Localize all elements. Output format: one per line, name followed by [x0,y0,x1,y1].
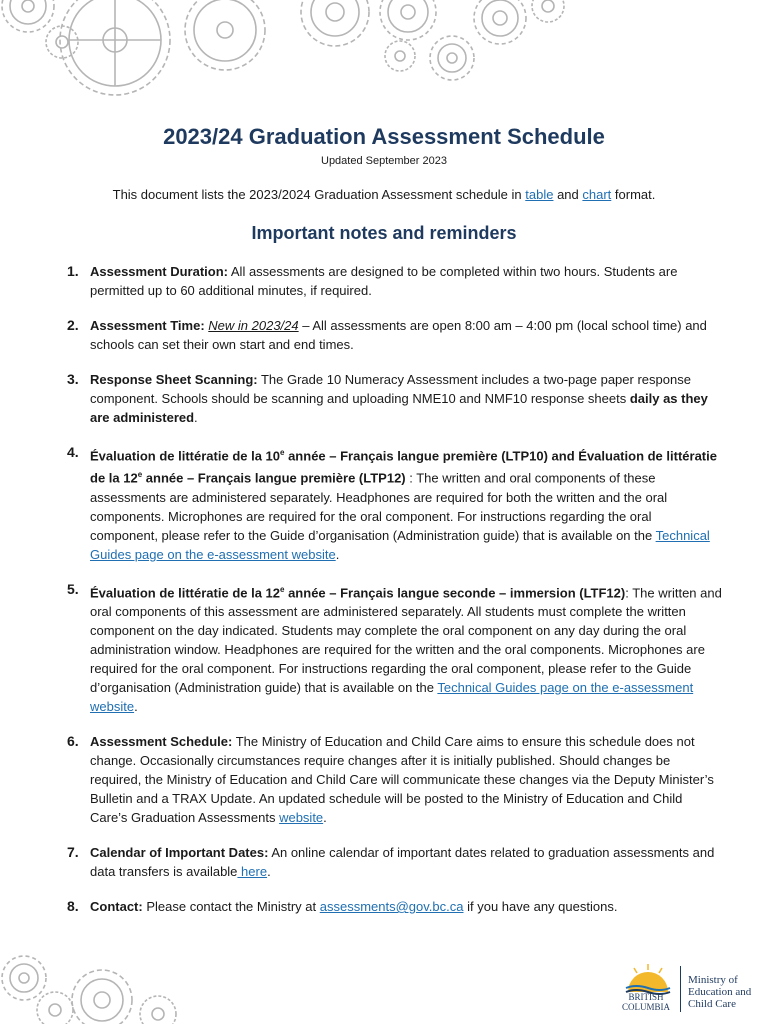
note-label-sup: e [280,448,285,457]
note-emphasis: New in 2023/24 [208,318,299,333]
note-number: 3. [67,371,79,387]
note-text: : The written and oral components of this assessment are administered separately. All students must complete the written component on the day indicated. Students may complete the oral component on any day during the oral administration window. Headphones are required for the written and the oral components. Microphones are required for the oral component. For instructions regarding the oral component, please refer to the Guide d’organisation (Administration guide) that is available on the [90,584,722,695]
note-text: : The written and oral components of these assessments are administered separately. Headphones are required for both the written and the oral components. Microphones are required for the oral component. For instructions regarding the oral component, please refer to the Guide d’organisation (Administration guide) that is available on the [90,470,668,543]
note-label: Response Sheet Scanning: [90,372,258,387]
intro-text-after: format. [611,187,656,202]
gear-icon [2,956,46,1000]
note-bold-tail: daily as they are administered [90,391,708,425]
updated-date: Updated September 2023 [321,155,447,167]
calendar-here-link[interactable]: here [237,863,268,879]
note-end: . [194,410,198,425]
website-link[interactable]: website [279,809,324,825]
page-title: 2023/24 Graduation Assessment Schedule [163,124,605,149]
note-item-scanning [0,370,768,427]
gear-icon [72,970,132,1024]
note-item-calendar [0,843,768,881]
ministry-line: Ministry of [688,974,738,986]
gear-icon [185,0,265,70]
gear-icon [385,41,415,71]
gear-icon [474,0,526,44]
note-item-duration [0,262,768,300]
gear-icon [380,0,436,40]
bc-wordmark-line: COLUMBIA [621,1002,670,1012]
note-end: . [267,863,271,879]
note-label: Assessment Schedule: [90,733,233,749]
note-label: Assessment Duration: [90,264,228,279]
note-label-part: année – Français langue première (LTP12) [142,470,406,486]
note-text: The Ministry of Education and Child Care aims to ensure this schedule does not change. Occasionally circumstances require changes after it is initially published. Should changes be required, the Ministry of Education and Child Care will communicate these changes via the Deputy Minister’s Bulletin and a TRAX Update. An updated schedule will be posted to the Ministry of Education and Child Care’s Graduation Assessments [90,733,714,825]
note-label-part: année – Français langue première (LTP10) and Évaluation de littératie de la 12 [90,448,717,486]
note-number: 5. [67,580,79,597]
note-label-part: année – Français langue seconde – immersion (LTF12) [284,584,626,600]
intro-paragraph [0,187,768,202]
note-number: 2. [67,317,79,333]
table-link[interactable]: table [525,187,554,202]
note-text: – All assessments are open 8:00 am – 4:00 pm (local school time) and schools can set their own start and end times. [90,318,707,352]
gear-icon [46,26,78,58]
note-number: 6. [67,732,79,749]
note-end: . [335,546,340,562]
ministry-line: Child Care [688,998,736,1010]
note-text: Please contact the Ministry at [142,898,320,914]
note-label-sup: e [280,584,285,594]
note-label-part: Évaluation de littératie de la 12 [90,584,281,600]
ministry-name [688,974,751,1010]
note-item-ltp [0,443,768,564]
note-item-contact [0,897,768,916]
note-item-ltf [0,580,768,716]
notes-list [0,262,768,932]
logo-divider [680,966,681,1012]
technical-guides-link[interactable]: Technical Guides page on the e-assessment website [90,527,710,562]
chart-link[interactable]: chart [582,187,612,202]
note-text: All assessments are designed to be completed within two hours. Students are permitted up to 60 additional minutes, if required. [90,264,678,298]
note-label-sup: e [137,470,143,480]
note-label: Assessment Time: [90,318,205,333]
gear-icon [532,0,564,22]
ministry-line: Education and [688,986,752,998]
note-end: if you have any questions. [463,898,618,914]
technical-guides-link[interactable]: Technical Guides page on the e-assessment website [90,679,694,714]
gear-icon [2,0,54,32]
gear-icon [430,36,474,80]
gears-decoration-bottom [0,948,190,1024]
intro-text-before: This document lists the 2023/2024 Graduation Assessment schedule in [112,187,526,202]
note-label-part: Évaluation de littératie de la 10 [90,448,281,464]
note-number: 4. [67,444,79,460]
gear-icon [140,996,176,1024]
bc-wordmark [618,992,674,1012]
contact-email-link[interactable]: assessments@gov.bc.ca [319,898,464,914]
intro-text-middle: and [553,187,583,202]
note-label: Contact: [90,898,143,914]
note-item-time [0,316,768,354]
note-end: . [134,698,138,714]
note-number: 8. [67,897,79,914]
gear-icon [37,992,73,1024]
gear-icon [301,0,369,46]
note-item-schedule [0,732,768,827]
notes-heading: Important notes and reminders [251,223,517,243]
bc-wordmark-line: BRITISH [628,992,664,1002]
note-text: The Grade 10 Numeracy Assessment includes a two-page paper response component. Schools should be scanning and uploading NME10 and NMF10 response sheets [90,372,691,406]
gears-decoration-top [0,0,645,115]
note-number: 7. [67,843,79,860]
note-end: . [323,809,327,825]
note-number: 1. [67,263,79,279]
note-text: An online calendar of important dates related to graduation assessments and data transfers is available [90,844,715,879]
note-label: Calendar of Important Dates: [90,844,269,860]
